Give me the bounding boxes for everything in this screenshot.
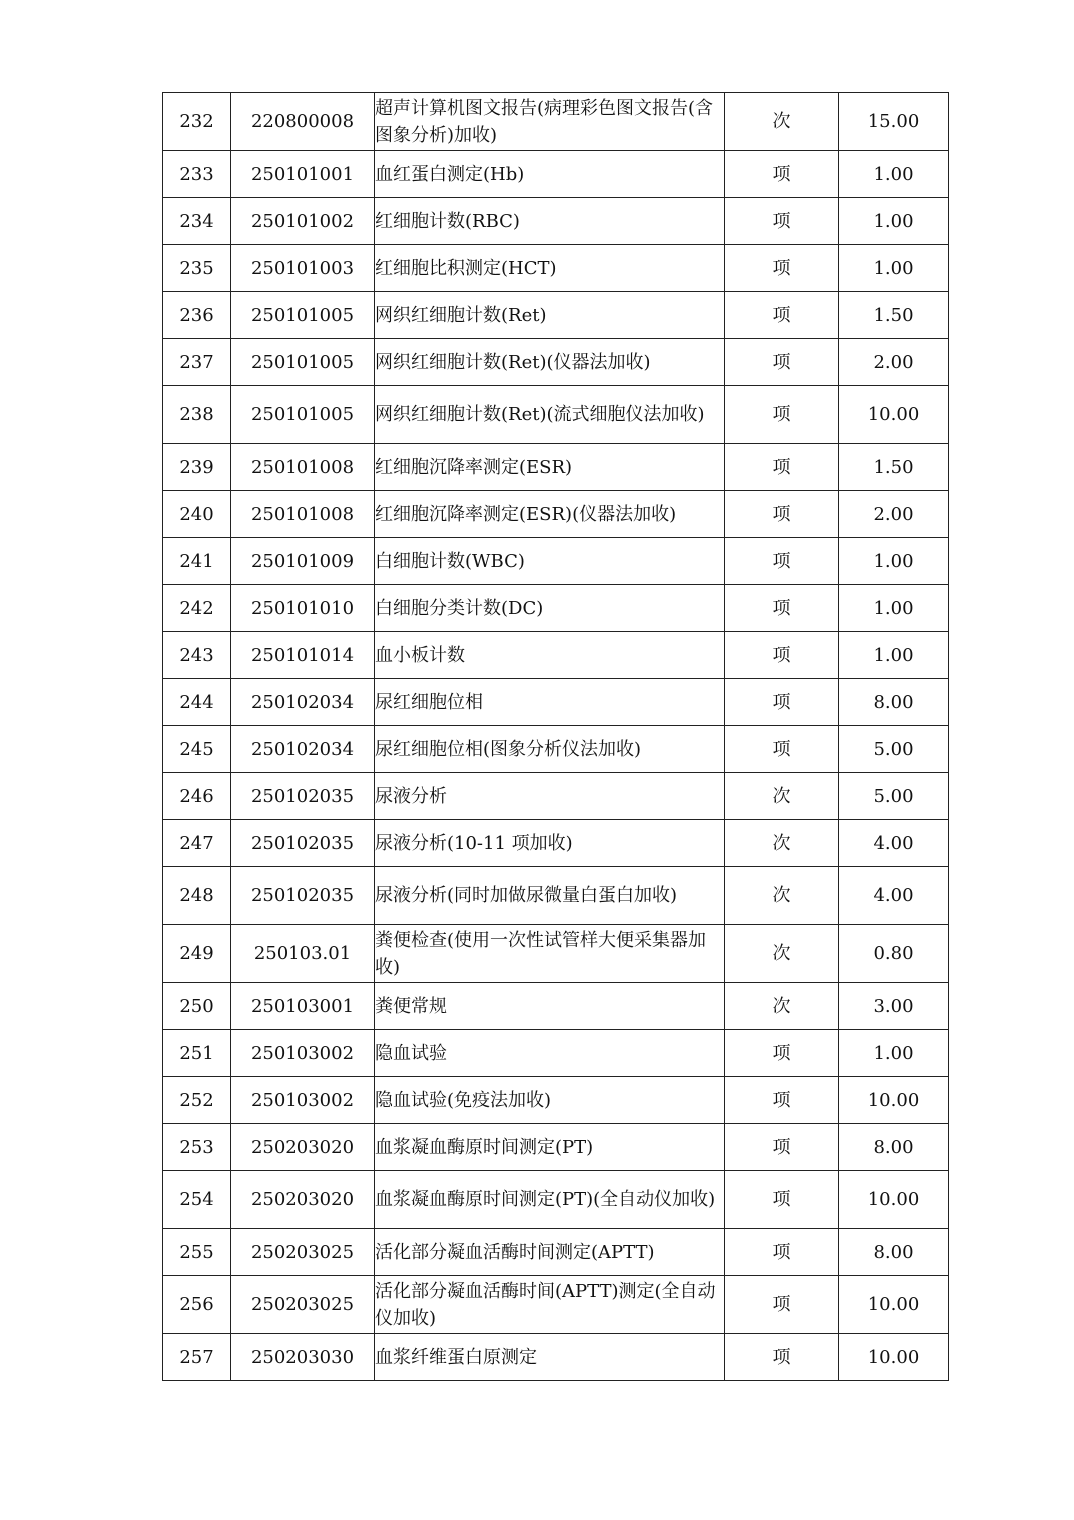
item-unit: 项 <box>725 491 839 538</box>
item-name: 尿红细胞位相 <box>375 679 725 726</box>
table-row <box>163 386 949 444</box>
item-name: 活化部分凝血活酶时间(APTT)测定(全自动仪加收) <box>375 1276 725 1334</box>
row-number: 244 <box>163 679 231 726</box>
item-name: 血浆纤维蛋白原测定 <box>375 1334 725 1381</box>
table-row <box>163 925 949 983</box>
item-name: 隐血试验(免疫法加收) <box>375 1077 725 1124</box>
item-unit: 项 <box>725 1334 839 1381</box>
item-unit: 项 <box>725 679 839 726</box>
table-row <box>163 198 949 245</box>
item-name: 血浆凝血酶原时间测定(PT) <box>375 1124 725 1171</box>
item-price: 15.00 <box>839 93 949 151</box>
row-number: 245 <box>163 726 231 773</box>
item-unit: 项 <box>725 339 839 386</box>
item-name: 超声计算机图文报告(病理彩色图文报告(含图象分析)加收) <box>375 93 725 151</box>
item-code: 250102035 <box>231 773 375 820</box>
item-unit: 次 <box>725 93 839 151</box>
item-unit: 次 <box>725 925 839 983</box>
item-unit: 项 <box>725 726 839 773</box>
item-unit: 项 <box>725 538 839 585</box>
item-name: 网织红细胞计数(Ret) <box>375 292 725 339</box>
item-price: 10.00 <box>839 1171 949 1229</box>
row-number: 248 <box>163 867 231 925</box>
table-row <box>163 151 949 198</box>
item-name: 网织红细胞计数(Ret)(流式细胞仪法加收) <box>375 386 725 444</box>
item-unit: 项 <box>725 585 839 632</box>
item-price: 4.00 <box>839 820 949 867</box>
row-number: 241 <box>163 538 231 585</box>
item-code: 220800008 <box>231 93 375 151</box>
table-row <box>163 1334 949 1381</box>
row-number: 236 <box>163 292 231 339</box>
table-row <box>163 292 949 339</box>
item-unit: 项 <box>725 1124 839 1171</box>
item-code: 250103002 <box>231 1077 375 1124</box>
item-code: 250101008 <box>231 491 375 538</box>
item-unit: 项 <box>725 151 839 198</box>
item-price: 10.00 <box>839 1077 949 1124</box>
table-row <box>163 983 949 1030</box>
row-number: 256 <box>163 1276 231 1334</box>
item-name: 活化部分凝血活酶时间测定(APTT) <box>375 1229 725 1276</box>
item-price: 1.00 <box>839 245 949 292</box>
item-code: 250203030 <box>231 1334 375 1381</box>
item-price: 8.00 <box>839 679 949 726</box>
item-name: 粪便检查(使用一次性试管样大便采集器加收) <box>375 925 725 983</box>
item-unit: 次 <box>725 867 839 925</box>
row-number: 238 <box>163 386 231 444</box>
item-name: 粪便常规 <box>375 983 725 1030</box>
item-price: 3.00 <box>839 983 949 1030</box>
row-number: 242 <box>163 585 231 632</box>
item-price: 1.00 <box>839 585 949 632</box>
item-unit: 项 <box>725 632 839 679</box>
item-price: 8.00 <box>839 1229 949 1276</box>
item-name: 尿红细胞位相(图象分析仪法加收) <box>375 726 725 773</box>
table-row <box>163 585 949 632</box>
item-code: 250101003 <box>231 245 375 292</box>
fee-table-body <box>163 93 949 1381</box>
table-row <box>163 1077 949 1124</box>
item-unit: 项 <box>725 292 839 339</box>
item-price: 1.00 <box>839 1030 949 1077</box>
item-price: 1.00 <box>839 538 949 585</box>
item-code: 250103001 <box>231 983 375 1030</box>
item-name: 白细胞计数(WBC) <box>375 538 725 585</box>
item-name: 网织红细胞计数(Ret)(仪器法加收) <box>375 339 725 386</box>
item-price: 10.00 <box>839 1276 949 1334</box>
item-unit: 项 <box>725 1171 839 1229</box>
item-code: 250102035 <box>231 820 375 867</box>
row-number: 235 <box>163 245 231 292</box>
table-row <box>163 538 949 585</box>
table-row <box>163 1229 949 1276</box>
item-unit: 项 <box>725 386 839 444</box>
item-code: 250203020 <box>231 1171 375 1229</box>
item-code: 250101002 <box>231 198 375 245</box>
row-number: 239 <box>163 444 231 491</box>
item-price: 0.80 <box>839 925 949 983</box>
item-code: 250203025 <box>231 1276 375 1334</box>
table-row <box>163 339 949 386</box>
item-name: 红细胞沉降率测定(ESR)(仪器法加收) <box>375 491 725 538</box>
row-number: 237 <box>163 339 231 386</box>
item-price: 1.50 <box>839 444 949 491</box>
item-code: 250101008 <box>231 444 375 491</box>
item-name: 尿液分析(同时加做尿微量白蛋白加收) <box>375 867 725 925</box>
item-unit: 项 <box>725 1030 839 1077</box>
table-row <box>163 444 949 491</box>
item-code: 250102034 <box>231 679 375 726</box>
item-code: 250101005 <box>231 339 375 386</box>
item-price: 1.50 <box>839 292 949 339</box>
item-price: 4.00 <box>839 867 949 925</box>
item-code: 250203020 <box>231 1124 375 1171</box>
item-name: 血红蛋白测定(Hb) <box>375 151 725 198</box>
row-number: 252 <box>163 1077 231 1124</box>
table-row <box>163 820 949 867</box>
item-price: 5.00 <box>839 726 949 773</box>
item-name: 红细胞计数(RBC) <box>375 198 725 245</box>
item-name: 红细胞比积测定(HCT) <box>375 245 725 292</box>
table-row <box>163 1276 949 1334</box>
table-row <box>163 245 949 292</box>
item-code: 250102035 <box>231 867 375 925</box>
item-unit: 项 <box>725 198 839 245</box>
row-number: 232 <box>163 93 231 151</box>
item-price: 2.00 <box>839 491 949 538</box>
item-name: 尿液分析 <box>375 773 725 820</box>
row-number: 233 <box>163 151 231 198</box>
item-name: 隐血试验 <box>375 1030 725 1077</box>
item-code: 250101014 <box>231 632 375 679</box>
item-code: 250101009 <box>231 538 375 585</box>
row-number: 257 <box>163 1334 231 1381</box>
row-number: 234 <box>163 198 231 245</box>
item-name: 血浆凝血酶原时间测定(PT)(全自动仪加收) <box>375 1171 725 1229</box>
item-unit: 项 <box>725 444 839 491</box>
item-name: 血小板计数 <box>375 632 725 679</box>
table-row <box>163 679 949 726</box>
item-code: 250102034 <box>231 726 375 773</box>
item-price: 2.00 <box>839 339 949 386</box>
item-price: 10.00 <box>839 1334 949 1381</box>
row-number: 250 <box>163 983 231 1030</box>
row-number: 246 <box>163 773 231 820</box>
item-code: 250101005 <box>231 386 375 444</box>
table-row <box>163 632 949 679</box>
table-row <box>163 491 949 538</box>
item-unit: 项 <box>725 1229 839 1276</box>
item-price: 5.00 <box>839 773 949 820</box>
item-unit: 次 <box>725 820 839 867</box>
item-price: 8.00 <box>839 1124 949 1171</box>
table-row <box>163 1030 949 1077</box>
item-code: 250103.01 <box>231 925 375 983</box>
item-name: 白细胞分类计数(DC) <box>375 585 725 632</box>
item-price: 1.00 <box>839 632 949 679</box>
row-number: 255 <box>163 1229 231 1276</box>
row-number: 249 <box>163 925 231 983</box>
item-unit: 项 <box>725 1077 839 1124</box>
item-unit: 次 <box>725 983 839 1030</box>
row-number: 243 <box>163 632 231 679</box>
table-row <box>163 93 949 151</box>
item-code: 250203025 <box>231 1229 375 1276</box>
row-number: 254 <box>163 1171 231 1229</box>
row-number: 253 <box>163 1124 231 1171</box>
row-number: 247 <box>163 820 231 867</box>
item-unit: 次 <box>725 773 839 820</box>
item-price: 1.00 <box>839 198 949 245</box>
table-row <box>163 1171 949 1229</box>
row-number: 240 <box>163 491 231 538</box>
item-name: 尿液分析(10-11 项加收) <box>375 820 725 867</box>
item-code: 250101001 <box>231 151 375 198</box>
item-price: 1.00 <box>839 151 949 198</box>
item-name: 红细胞沉降率测定(ESR) <box>375 444 725 491</box>
row-number: 251 <box>163 1030 231 1077</box>
item-code: 250103002 <box>231 1030 375 1077</box>
item-code: 250101005 <box>231 292 375 339</box>
fee-table <box>162 92 949 1381</box>
table-row <box>163 726 949 773</box>
table-row <box>163 867 949 925</box>
table-row <box>163 1124 949 1171</box>
item-price: 10.00 <box>839 386 949 444</box>
item-code: 250101010 <box>231 585 375 632</box>
item-unit: 项 <box>725 1276 839 1334</box>
table-row <box>163 773 949 820</box>
item-unit: 项 <box>725 245 839 292</box>
